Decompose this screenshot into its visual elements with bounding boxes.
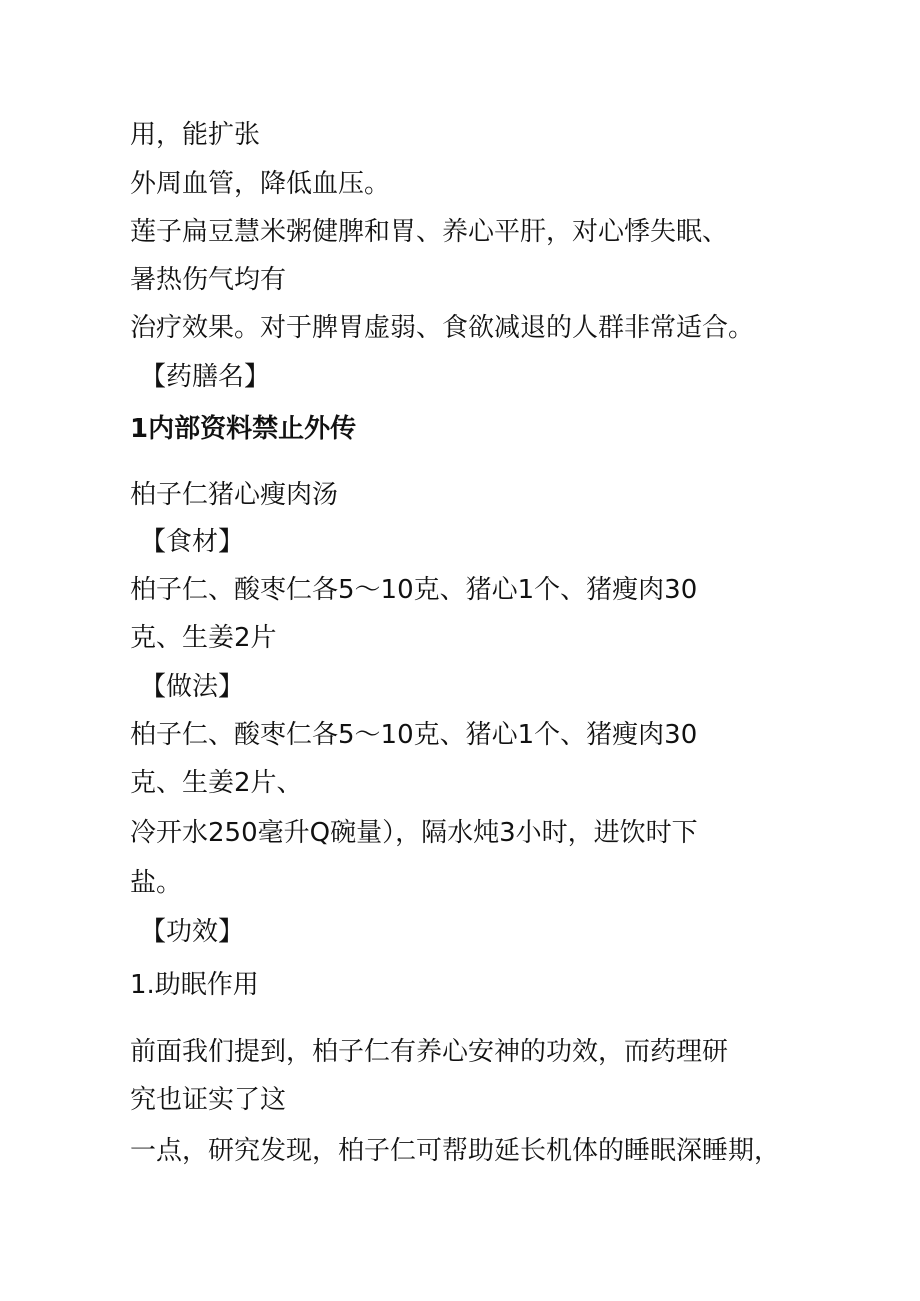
text-line: 究也证实了这 <box>130 1085 287 1115</box>
section-heading: 【功效】 <box>140 917 245 947</box>
text-line: 暑热伤气均有 <box>130 265 287 295</box>
recipe-title: 柏子仁猪心瘦肉汤 <box>130 480 339 510</box>
text-line: 柏子仁、酸枣仁各5～10克、猪心1个、猪瘦肉30 <box>130 720 698 750</box>
text-line: 前面我们提到，柏子仁有养心安神的功效，而药理研 <box>130 1037 729 1067</box>
watermark-heading: 1内部资料禁止外传 <box>130 414 357 444</box>
text-line: 一点，研究发现，柏子仁可帮助延长机体的睡眠深睡期， <box>130 1136 781 1166</box>
text-line: 柏子仁、酸枣仁各5～10克、猪心1个、猪瘦肉30 <box>130 575 698 605</box>
text-line: 莲子扁豆慧米粥健脾和胃、养心平肝，对心悸失眠、 <box>130 217 729 247</box>
text-line: 盐。 <box>130 868 183 898</box>
text-line: 外周血管，降低血压。 <box>130 169 391 199</box>
text-line: 冷开水250毫升Q碗量），隔水炖3小时，进饮时下 <box>130 818 698 848</box>
section-heading: 【做法】 <box>140 672 245 702</box>
text-line: 用，能扩张 <box>130 120 261 150</box>
section-heading: 【食材】 <box>140 527 245 557</box>
text-line: 克、生姜2片 <box>130 623 277 653</box>
numbered-heading: 1.助眠作用 <box>130 970 259 1000</box>
section-heading: 【药膳名】 <box>140 362 271 392</box>
text-line: 治疗效果。对于脾胃虚弱、食欲减退的人群非常适合。 <box>130 313 755 343</box>
text-line: 克、生姜2片、 <box>130 768 303 798</box>
